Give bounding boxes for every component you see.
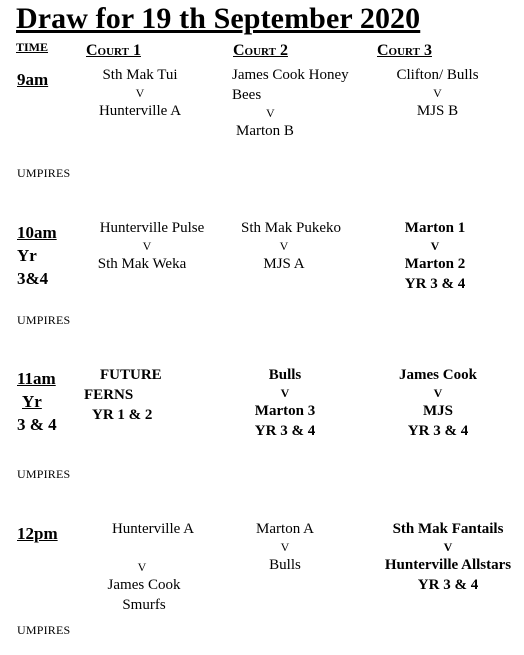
time-slot-10am (17, 221, 57, 290)
match-slot2-court3 (390, 218, 480, 294)
time-slot-11am (17, 367, 57, 436)
team-away: Marton 3 (254, 403, 316, 419)
match-slot2-court2 (232, 218, 350, 274)
court-3-header: Court 3 (377, 42, 432, 59)
umpires-label: UMPIRES (17, 467, 71, 481)
team-home: Hunterville A (111, 521, 195, 537)
versus-mark: V (279, 239, 289, 253)
versus-mark: V (137, 560, 147, 574)
team-home: Sth Mak Fantails (392, 521, 504, 537)
time-column-header: TIME (16, 40, 49, 54)
match-slot4-court3 (374, 519, 522, 595)
year-group: YR 3 & 4 (254, 423, 316, 439)
umpires-label: UMPIRES (17, 166, 71, 180)
year-range-label: 3&4 (17, 269, 49, 288)
versus-mark: V (280, 540, 290, 554)
match-slot3-court3 (388, 365, 488, 441)
versus-mark: V (135, 86, 145, 100)
year-group: YR 1 & 2 (92, 407, 153, 423)
team-home-cont: FERNS (84, 387, 134, 403)
team-home: Sth Mak Tui (102, 67, 178, 83)
year-group: YR 3 & 4 (407, 423, 469, 439)
team-away: MJS A (263, 256, 305, 272)
team-home: FUTURE (100, 367, 162, 383)
versus-mark: V (142, 239, 152, 253)
match-slot1-court2 (232, 65, 349, 141)
team-away: Hunterville A (98, 103, 182, 119)
versus-mark: V (433, 86, 442, 100)
match-slot3-court1 (84, 365, 162, 425)
team-away: James Cook (107, 577, 181, 593)
court-2-header: Court 2 (233, 42, 288, 59)
team-home: Bulls (268, 367, 302, 383)
match-slot3-court2 (240, 365, 330, 441)
year-group: YR 3 & 4 (417, 577, 479, 593)
team-home: Clifton/ Bulls (396, 67, 479, 83)
team-away: Hunterville Allstars (384, 557, 512, 573)
team-home: James Cook (399, 367, 477, 383)
team-away: Bulls (269, 557, 301, 573)
umpires-label: UMPIRES (17, 623, 71, 637)
match-slot3-court1-12pm (82, 519, 214, 615)
team-away: Marton 2 (404, 256, 466, 272)
time-slot-12pm (17, 522, 58, 545)
versus-mark: V (433, 386, 443, 400)
team-away: Marton B (236, 123, 294, 139)
team-away: Sth Mak Weka (97, 256, 187, 272)
team-home-cont: Bees (232, 87, 262, 103)
match-slot2-court1 (90, 218, 214, 274)
team-away: MJS B (416, 103, 459, 119)
time-slot-9am (17, 68, 48, 91)
match-slot1-court1 (84, 65, 196, 121)
match-slot4-court2 (240, 519, 330, 575)
team-away: MJS (423, 403, 453, 419)
time-label: 9am (17, 70, 49, 89)
year-label: Yr (22, 392, 42, 411)
match-slot1-court3 (380, 65, 495, 121)
versus-mark: V (266, 106, 275, 120)
year-range-label: 3 & 4 (17, 415, 57, 434)
time-label: 10am (17, 223, 57, 242)
team-home: Marton A (256, 521, 314, 537)
year-label: Yr (17, 246, 37, 265)
time-label: 12pm (17, 524, 58, 543)
versus-mark: V (430, 239, 440, 253)
team-home: James Cook Honey (232, 67, 349, 83)
team-home: Sth Mak Pukeko (240, 220, 341, 236)
page-title: Draw for 19 th September 2020 (16, 2, 421, 35)
year-group: YR 3 & 4 (404, 276, 466, 292)
versus-mark: V (280, 386, 290, 400)
team-away-cont: Smurfs (122, 597, 166, 613)
umpires-label: UMPIRES (17, 313, 71, 327)
versus-mark: V (443, 540, 453, 554)
team-home: Hunterville Pulse (99, 220, 205, 236)
team-home: Marton 1 (404, 220, 466, 236)
court-1-header: Court 1 (86, 42, 141, 59)
time-label: 11am (17, 369, 56, 388)
